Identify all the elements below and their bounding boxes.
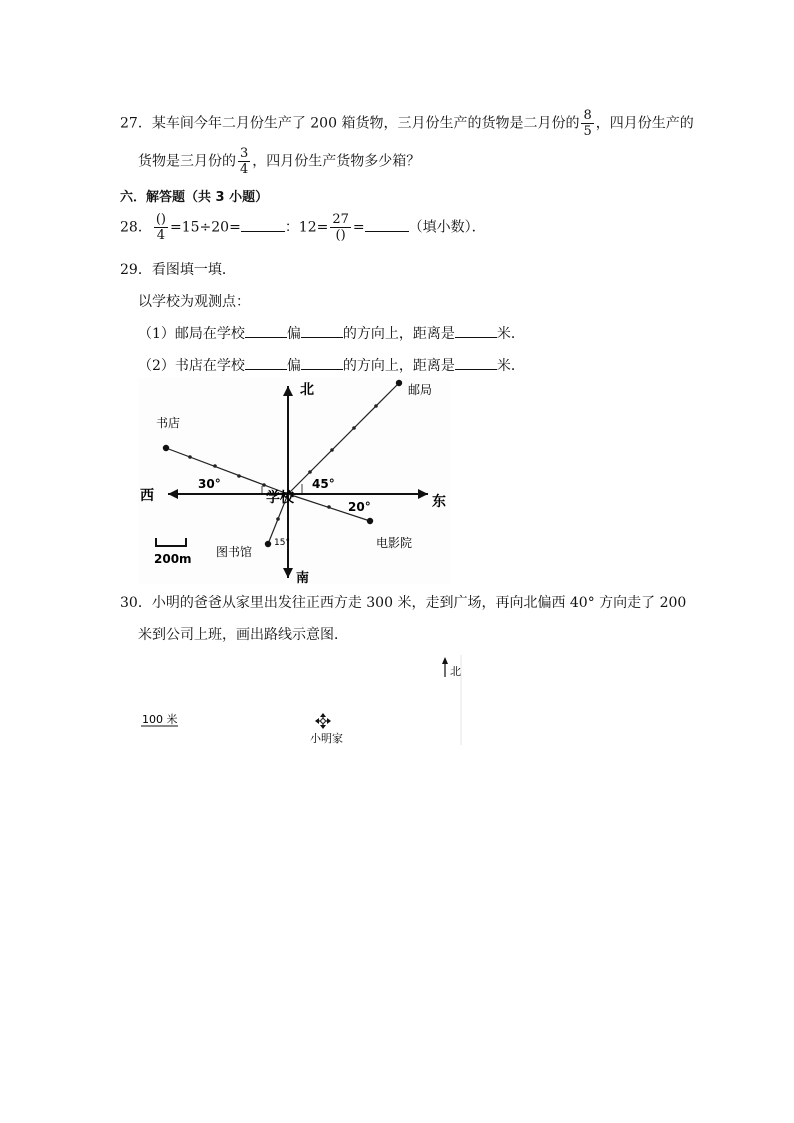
south-label: 南	[296, 571, 310, 584]
angle-20-label: 20°	[348, 500, 371, 514]
north-label: 北	[450, 665, 461, 678]
direction-map	[138, 378, 450, 584]
angle-30-label: 30°	[198, 477, 221, 491]
tick-dot	[213, 464, 217, 468]
home-label: 小明家	[310, 732, 343, 745]
tick-dot	[352, 426, 356, 430]
tick-dot	[237, 474, 241, 478]
tick-dot	[374, 404, 378, 408]
drawing-background	[138, 655, 464, 745]
tick-dot	[330, 448, 334, 452]
q28-eq: =	[352, 219, 365, 236]
tick-dot	[262, 483, 266, 487]
library-point	[265, 541, 271, 547]
q28-mid: =15÷20=	[169, 219, 241, 236]
answer-blank[interactable]	[245, 325, 287, 338]
cinema-point	[367, 518, 373, 524]
library-label: 图书馆	[216, 545, 253, 559]
answer-blank[interactable]	[455, 325, 497, 338]
west-label: 西	[140, 488, 154, 504]
q30-text-a: 小明的爸爸从家里出发往正西方走 300 米，走到广场，再向北偏西 40° 方向走了 200	[151, 595, 687, 611]
angle-45-label: 45°	[312, 477, 335, 491]
q27-line2	[138, 146, 420, 177]
q27-line1	[120, 108, 694, 139]
angle-15-label: 15°	[274, 538, 290, 548]
q29-item1: （1）邮局在学校 偏 的方向上，距离是 米．	[138, 326, 525, 342]
q29-title-text: 看图填一填．	[151, 262, 236, 278]
scale-label: 200m	[154, 552, 192, 566]
answer-blank[interactable]	[245, 357, 287, 370]
answer-blank[interactable]	[301, 325, 343, 338]
q27-text-a: 某车间今年二月份生产了 200 箱货物，三月份生产的货物是二月份的	[151, 115, 580, 132]
answer-blank[interactable]	[241, 219, 285, 232]
q27-text-b: ，四月份生产的	[595, 115, 694, 132]
fraction-8-5: $\frac{8}{5}$	[583, 108, 592, 139]
tick-dot	[276, 517, 280, 521]
fraction-27-blank: $\frac{27}{()}$	[332, 212, 349, 243]
east-label: 东	[432, 494, 446, 510]
question-number: 28．	[120, 219, 152, 236]
answer-blank[interactable]	[365, 219, 409, 232]
q29-title	[120, 259, 236, 279]
bookstore-point	[163, 445, 169, 451]
q29-item2: （2）书店在学校 偏 的方向上，距离是 米．	[138, 358, 525, 374]
q30-line2: 米到公司上班，画出路线示意图．	[138, 627, 348, 643]
fraction-blank-4: $\frac{()}{4}$	[155, 212, 166, 243]
post-office-label: 邮局	[408, 383, 433, 397]
tick-dot	[308, 470, 312, 474]
q30-line1	[120, 592, 686, 612]
section-heading: 六．解答题（共 3 小题）	[120, 190, 269, 205]
scale-label: 100 米	[142, 713, 178, 726]
question-number: 30．	[120, 595, 152, 611]
answer-blank[interactable]	[455, 357, 497, 370]
q29-observe: 以学校为观测点：	[138, 294, 250, 310]
q28-line	[120, 212, 486, 243]
q27-text-c: 货物是三月份的	[138, 153, 236, 170]
route-drawing-area[interactable]	[138, 655, 464, 745]
answer-blank[interactable]	[301, 357, 343, 370]
north-label: 北	[300, 382, 314, 398]
question-number: 27．	[120, 115, 152, 132]
school-label: 学校	[266, 490, 294, 506]
question-number: 29．	[120, 262, 152, 278]
post-office-point	[396, 380, 402, 386]
cinema-label: 电影院	[376, 536, 413, 550]
bookstore-label: 书店	[156, 416, 181, 430]
fraction-3-4: $\frac{3}{4}$	[240, 146, 249, 177]
tick-dot	[327, 505, 331, 509]
q28-tail: （填小数）．	[408, 219, 486, 236]
tick-dot	[188, 455, 192, 459]
q27-text-d: ，四月份生产货物多少箱？	[252, 153, 421, 170]
q28-colon: ：12=	[284, 219, 329, 236]
